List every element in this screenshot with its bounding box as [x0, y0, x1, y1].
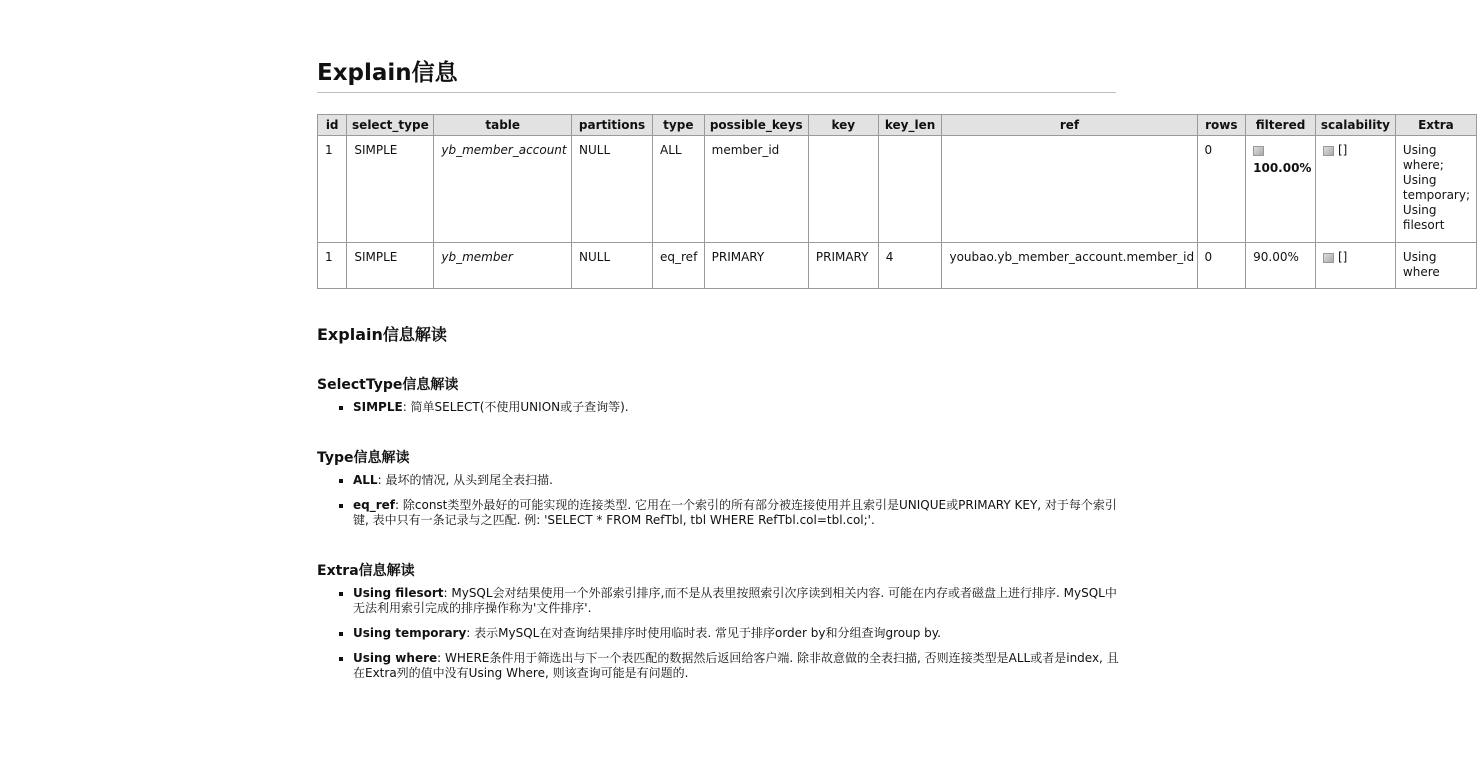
cell-scalability — [1315, 136, 1395, 243]
extra-heading: Extra信息解读 — [317, 563, 415, 579]
col-header-key-len: key_len — [878, 115, 942, 136]
table-row — [318, 243, 1477, 289]
cell-key-len — [878, 136, 942, 243]
description: : 除const类型外最好的可能实现的连接类型. 它用在一个索引的所有部分被连接使用并且索引是UNIQUE或PRIMARY KEY, 对于每个索引键, 表中只有一条记录与之匹配. 例: 'SELECT * FROM RefTbl, tbl WHERE RefTbl.col=tbl.col;'. — [353, 498, 1117, 527]
interpret-heading: Explain信息解读 — [317, 325, 447, 344]
term: eq_ref — [353, 498, 396, 512]
cell-table: yb_member — [434, 243, 572, 289]
cell-possible-keys: member_id — [704, 136, 808, 243]
cell-scalability — [1315, 243, 1395, 289]
col-header-table: table — [434, 115, 572, 136]
col-header-scalability: scalability — [1315, 115, 1395, 136]
cell-select-type: SIMPLE — [347, 136, 434, 243]
type-list — [317, 473, 1123, 528]
table-row — [318, 136, 1477, 243]
col-header-filtered: filtered — [1246, 115, 1316, 136]
col-header-select-type: select_type — [347, 115, 434, 136]
page-title: Explain信息 — [317, 58, 1116, 93]
cell-extra: Using where; Using temporary; Using filesort — [1395, 136, 1476, 243]
scalability-value: [] — [1337, 250, 1348, 264]
cell-partitions: NULL — [572, 136, 653, 243]
extra-section — [317, 562, 1460, 681]
col-header-type: type — [653, 115, 705, 136]
col-header-ref: ref — [942, 115, 1197, 136]
filtered-value: 100.00% — [1253, 161, 1312, 175]
broken-image-icon — [1323, 253, 1334, 263]
list-item — [353, 626, 1123, 641]
cell-possible-keys: PRIMARY — [704, 243, 808, 289]
cell-table: yb_member_account — [434, 136, 572, 243]
broken-image-icon — [1253, 146, 1264, 156]
cell-type: eq_ref — [653, 243, 705, 289]
cell-type: ALL — [653, 136, 705, 243]
scalability-value: [] — [1337, 143, 1348, 157]
col-header-possible-keys: possible_keys — [704, 115, 808, 136]
list-item — [353, 586, 1123, 616]
report-content — [317, 58, 1471, 691]
cell-filtered: 90.00% — [1246, 243, 1316, 289]
description: : 简单SELECT(不使用UNION或子查询等). — [402, 400, 629, 414]
extra-list — [317, 586, 1123, 681]
cell-ref: youbao.yb_member_account.member_id — [942, 243, 1197, 289]
list-item — [353, 473, 1123, 488]
cell-select-type: SIMPLE — [347, 243, 434, 289]
description: : 最坏的情况, 从头到尾全表扫描. — [377, 473, 553, 487]
col-header-extra: Extra — [1395, 115, 1476, 136]
cell-key — [808, 136, 878, 243]
list-item — [353, 651, 1123, 681]
list-item — [353, 400, 1123, 415]
term: ALL — [353, 473, 378, 487]
term: Using filesort — [353, 586, 444, 600]
cell-key-len: 4 — [878, 243, 942, 289]
description: : 表示MySQL在对查询结果排序时使用临时表. 常见于排序order by和分组查询group by. — [466, 626, 941, 640]
cell-filtered — [1246, 136, 1316, 243]
col-header-rows: rows — [1197, 115, 1246, 136]
list-item — [353, 498, 1123, 528]
cell-key: PRIMARY — [808, 243, 878, 289]
description: : MySQL会对结果使用一个外部索引排序,而不是从表里按照索引次序读到相关内容. 可能在内存或者磁盘上进行排序. MySQL中无法利用索引完成的排序操作称为'文件排序'. — [353, 586, 1117, 615]
cell-rows: 0 — [1197, 243, 1246, 289]
select-type-list — [317, 400, 1123, 415]
term: Using where — [353, 651, 438, 665]
term: SIMPLE — [353, 400, 403, 414]
broken-image-icon — [1323, 146, 1334, 156]
cell-partitions: NULL — [572, 243, 653, 289]
cell-id: 1 — [318, 136, 347, 243]
select-type-section — [317, 376, 1460, 415]
cell-ref — [942, 136, 1197, 243]
cell-rows: 0 — [1197, 136, 1246, 243]
select-type-heading: SelectType信息解读 — [317, 377, 459, 393]
type-section — [317, 449, 1460, 528]
explain-table — [317, 114, 1477, 289]
type-heading: Type信息解读 — [317, 450, 410, 466]
term: Using temporary — [353, 626, 467, 640]
col-header-key: key — [808, 115, 878, 136]
cell-id: 1 — [318, 243, 347, 289]
cell-extra: Using where — [1395, 243, 1476, 289]
col-header-id: id — [318, 115, 347, 136]
col-header-partitions: partitions — [572, 115, 653, 136]
description: : WHERE条件用于筛选出与下一个表匹配的数据然后返回给客户端. 除非故意做的全表扫描, 否则连接类型是ALL或者是index, 且在Extra列的值中没有Using Where, 则该查询可能是有问题的. — [353, 651, 1119, 680]
table-header-row — [318, 115, 1477, 136]
